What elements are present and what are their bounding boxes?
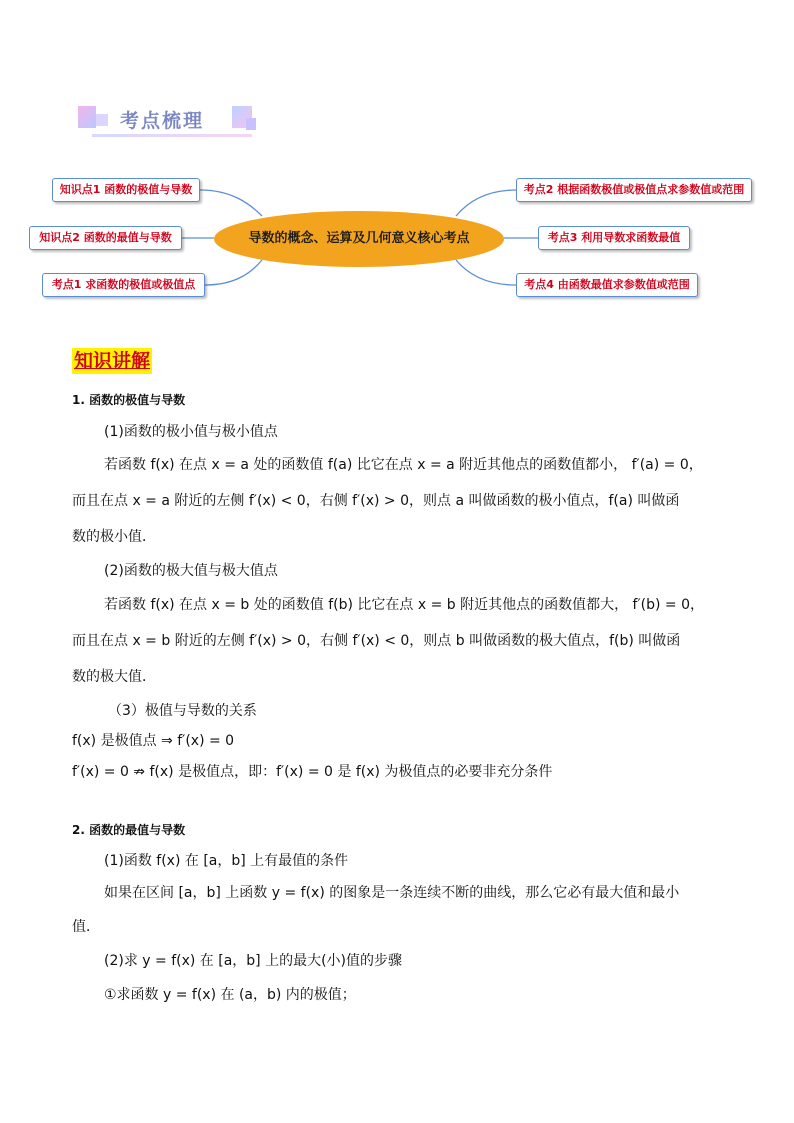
connector-right-1 [456,190,516,216]
paragraph-minimum-line-2: 而且在点 x = a 附近的左侧 f′(x) < 0，右侧 f′(x) > 0，则点 a 叫做函数的极小值点，f(a) 叫做函 [72,493,680,509]
paragraph-condition-line-1: 如果在区间 [a，b] 上函数 y = f(x) 的图象是一条连续不断的曲线，那么它必有最大值和最小 [104,885,680,901]
header-decoration-right-accent [246,118,256,130]
paragraph-maximum-line-3: 数的极大值． [72,669,156,685]
mindmap-node-topic-3: 考点3 利用导数求函数最值 [538,226,690,250]
header-decoration-left-accent [96,114,108,126]
page-title: 考点梳理 [120,110,205,132]
paragraph-maximum-line-2: 而且在点 x = b 附近的左侧 f′(x) > 0，右侧 f′(x) < 0，则点 b 叫做函数的极大值点，f(b) 叫做函 [72,633,681,649]
header-underline [92,134,252,137]
mindmap-center: 导数的概念、运算及几何意义核心考点 [214,211,504,267]
mindmap-node-knowledge-1: 知识点1 函数的极值与导数 [52,178,200,202]
header-decoration-left [78,106,96,128]
section-title: 知识讲解 [74,350,151,372]
subheading-maximum: (2)函数的极大值与极大值点 [104,563,278,579]
relation-line-2: f′(x) = 0 ⇏ f(x) 是极值点，即：f′(x) = 0 是 f(x) 为极值点的必要非充分条件 [72,764,553,780]
paragraph-minimum-line-1: 若函数 f(x) 在点 x = a 处的函数值 f(a) 比它在点 x = a 附近其他点的函数值都小， f′(a) = 0， [104,457,703,473]
mindmap-node-topic-2: 考点2 根据函数极值或极值点求参数值或范围 [516,178,752,202]
connector-right-3 [456,260,516,285]
subheading-condition: (1)函数 f(x) 在 [a，b] 上有最值的条件 [104,853,349,869]
heading-maxmin: 2. 函数的最值与导数 [72,823,186,837]
subheading-relation: （3）极值与导数的关系 [108,703,257,719]
mindmap-node-topic-1: 考点1 求函数的极值或极值点 [42,273,205,297]
step-1: ①求函数 y = f(x) 在 (a，b) 内的极值； [104,987,356,1003]
paragraph-condition-line-2: 值． [72,919,100,935]
relation-line-1: f(x) 是极值点 ⇒ f′(x) = 0 [72,733,235,749]
subheading-steps: (2)求 y = f(x) 在 [a，b] 上的最大(小)值的步骤 [104,953,402,969]
connector-left-3 [205,260,262,285]
heading-extremum: 1. 函数的极值与导数 [72,393,186,407]
mindmap-node-topic-4: 考点4 由函数最值求参数值或范围 [516,273,698,297]
paragraph-minimum-line-3: 数的极小值． [72,529,156,545]
connector-left-1 [200,190,262,216]
subheading-minimum: (1)函数的极小值与极小值点 [104,424,278,440]
mindmap-node-knowledge-2: 知识点2 函数的最值与导数 [29,226,182,250]
paragraph-maximum-line-1: 若函数 f(x) 在点 x = b 处的函数值 f(b) 比它在点 x = b 附近其他点的函数值都大， f′(b) = 0， [104,597,704,613]
